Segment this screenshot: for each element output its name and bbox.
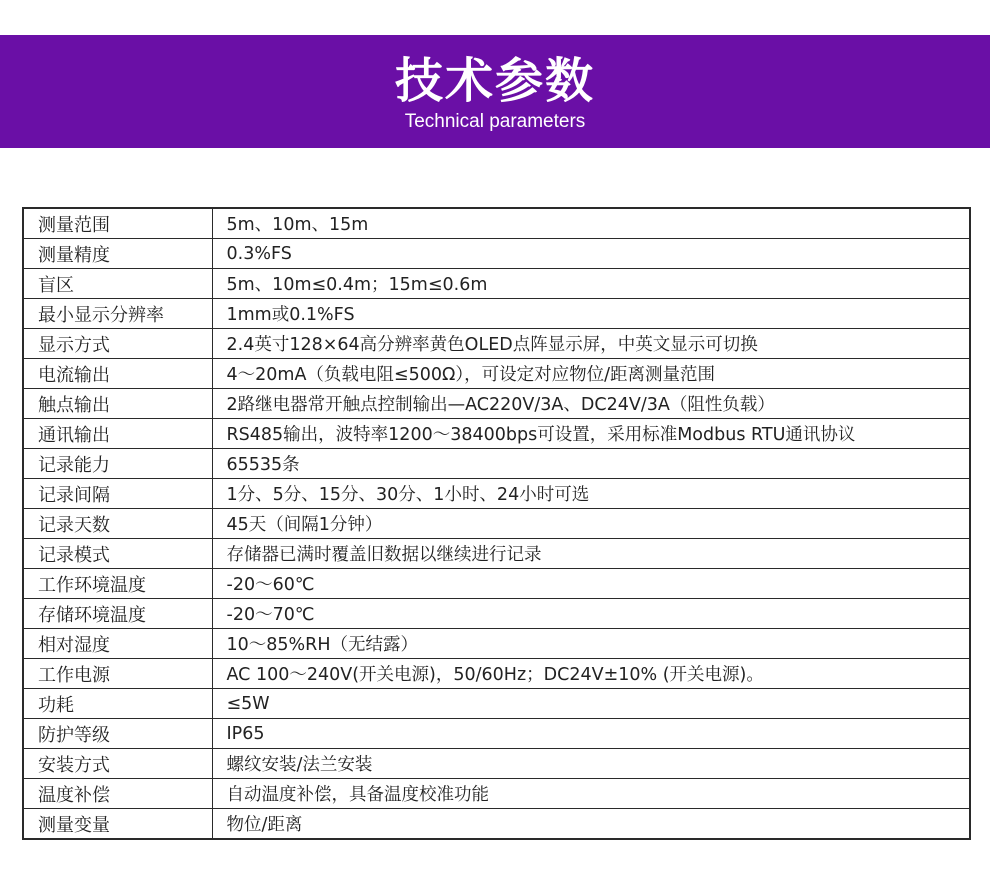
table-row <box>23 239 970 269</box>
table-row <box>23 509 970 539</box>
param-label: 记录模式 <box>23 539 212 569</box>
param-value: 存储器已满时覆盖旧数据以继续进行记录 <box>212 539 970 569</box>
table-row <box>23 269 970 299</box>
param-value: AC 100～240V(开关电源)，50/60Hz；DC24V±10% (开关电源)。 <box>212 659 970 689</box>
param-value: 1分、5分、15分、30分、1小时、24小时可选 <box>212 479 970 509</box>
table-row <box>23 719 970 749</box>
table-row <box>23 419 970 449</box>
param-value: 1mm或0.1%FS <box>212 299 970 329</box>
param-value: 物位/距离 <box>212 809 970 840</box>
table-row <box>23 389 970 419</box>
param-label: 测量精度 <box>23 239 212 269</box>
param-label: 功耗 <box>23 689 212 719</box>
table-row <box>23 599 970 629</box>
param-value: ≤5W <box>212 689 970 719</box>
table-row <box>23 749 970 779</box>
param-label: 记录能力 <box>23 449 212 479</box>
page-title: 技术参数 <box>394 53 595 109</box>
table-row <box>23 329 970 359</box>
table-row <box>23 809 970 840</box>
param-value: RS485输出，波特率1200～38400bps可设置，采用标准Modbus RTU通讯协议 <box>212 419 970 449</box>
param-label: 显示方式 <box>23 329 212 359</box>
param-label: 安装方式 <box>23 749 212 779</box>
table-row <box>23 299 970 329</box>
param-value: IP65 <box>212 719 970 749</box>
param-value: 2.4英寸128×64高分辨率黄色OLED点阵显示屏，中英文显示可切换 <box>212 329 970 359</box>
param-value: 5m、10m≤0.4m；15m≤0.6m <box>212 269 970 299</box>
param-value: 螺纹安装/法兰安装 <box>212 749 970 779</box>
param-value: 2路继电器常开触点控制输出—AC220V/3A、DC24V/3A（阻性负载） <box>212 389 970 419</box>
table-row <box>23 569 970 599</box>
param-label: 测量范围 <box>23 208 212 239</box>
param-label: 测量变量 <box>23 809 212 840</box>
param-label: 盲区 <box>23 269 212 299</box>
param-label: 相对湿度 <box>23 629 212 659</box>
param-value: 4～20mA（负载电阻≤500Ω），可设定对应物位/距离测量范围 <box>212 359 970 389</box>
table-row <box>23 659 970 689</box>
param-label: 记录天数 <box>23 509 212 539</box>
param-value: 65535条 <box>212 449 970 479</box>
header-banner <box>0 35 990 148</box>
param-value: 0.3%FS <box>212 239 970 269</box>
param-value: 自动温度补偿，具备温度校准功能 <box>212 779 970 809</box>
param-label: 通讯输出 <box>23 419 212 449</box>
param-value: 45天（间隔1分钟） <box>212 509 970 539</box>
spec-table <box>22 207 971 840</box>
param-label: 工作环境温度 <box>23 569 212 599</box>
param-label: 温度补偿 <box>23 779 212 809</box>
param-value: -20～60℃ <box>212 569 970 599</box>
spec-table-body <box>23 208 970 839</box>
param-value: 5m、10m、15m <box>212 208 970 239</box>
param-value: 10～85%RH（无结露） <box>212 629 970 659</box>
param-label: 存储环境温度 <box>23 599 212 629</box>
param-label: 防护等级 <box>23 719 212 749</box>
table-row <box>23 539 970 569</box>
param-label: 电流输出 <box>23 359 212 389</box>
param-label: 工作电源 <box>23 659 212 689</box>
param-label: 触点输出 <box>23 389 212 419</box>
table-row <box>23 689 970 719</box>
table-row <box>23 208 970 239</box>
table-row <box>23 629 970 659</box>
param-value: -20～70℃ <box>212 599 970 629</box>
table-row <box>23 449 970 479</box>
param-label: 最小显示分辨率 <box>23 299 212 329</box>
table-row <box>23 479 970 509</box>
table-row <box>23 359 970 389</box>
param-label: 记录间隔 <box>23 479 212 509</box>
page-subtitle: Technical parameters <box>404 111 586 132</box>
table-row <box>23 779 970 809</box>
